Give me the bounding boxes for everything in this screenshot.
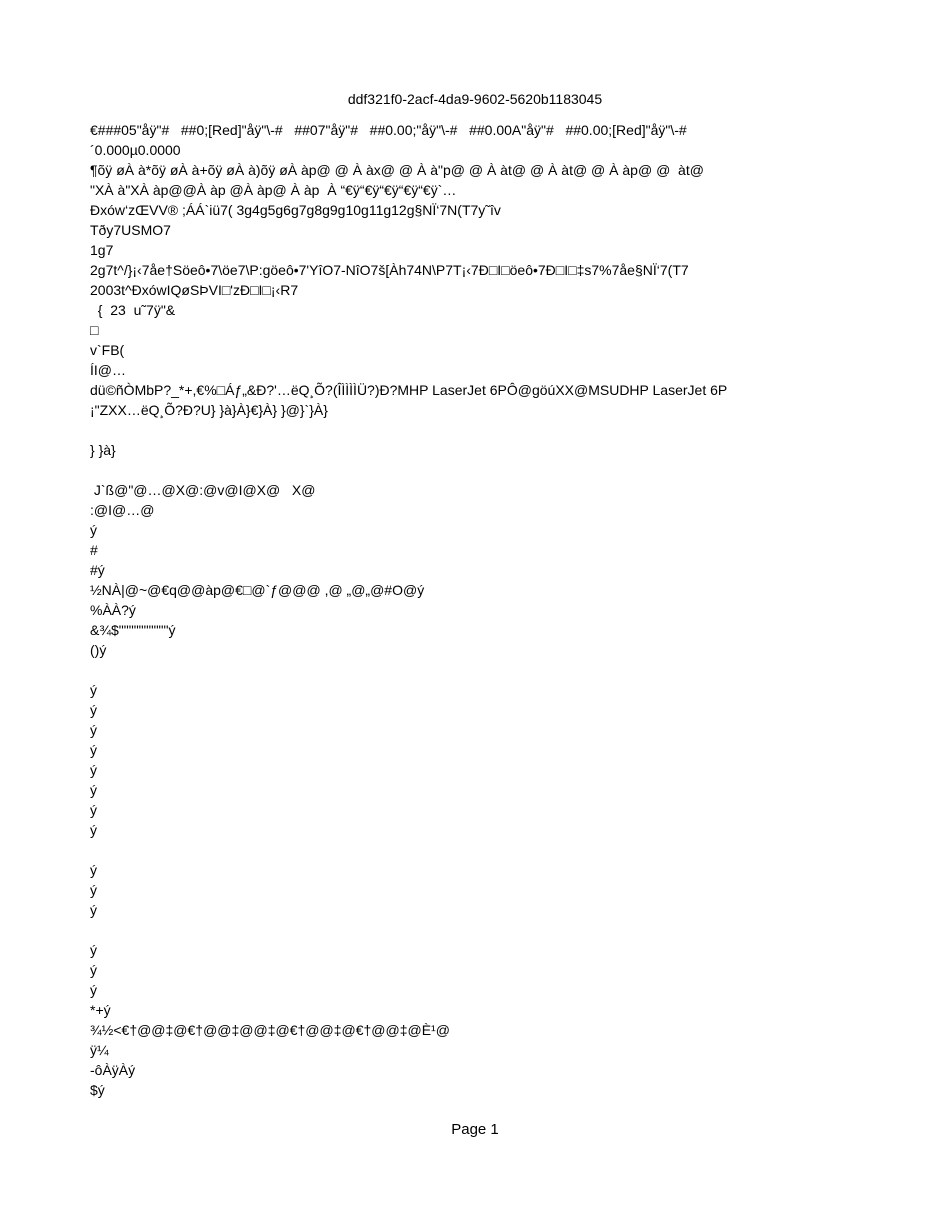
text-line: J`ß@"@…@X@:@v@I@X@ X@ [90,482,316,498]
page-header: ddf321f0-2acf-4da9-9602-5620b1183045 [347,91,603,107]
text-line: #ý [90,562,105,578]
text-line: ý [90,722,97,738]
text-line: ý [90,782,97,798]
text-line: ý [90,862,97,878]
text-line: ý [90,702,97,718]
text-line: $ý [90,1082,105,1098]
text-line: ý [90,882,97,898]
text-line: Ðxów‘zŒVV® ;ÁÁ`iü7( 3g4g5g6g7g8g9g10g11g12g§NÏ‘7N(T7y˜îv [90,202,501,218]
text-line [90,420,772,440]
text-line: %ÀÀ?ý [90,602,136,618]
text-line: ý [90,522,97,538]
text-line: ÿ¼ [90,1042,109,1058]
text-line: ÍI@… [90,362,126,378]
text-line: 2g7t^/}¡‹7åe†Söeô•7\öe7\P:göeô•7'YîO7-NîO7š[Àh74N\P7T¡‹7Ð□I□öeô•7Ð□I□‡s7%7åe§NÏ‘7(T7 [90,262,689,278]
text-line: ý [90,902,97,918]
text-line: ý [90,942,97,958]
text-line: ¶õÿ øÀ à*õÿ øÀ à+õÿ øÀ à)õÿ øÀ àp@ @ À àx@ @ À à"p@ @ À àt@ @ À àt@ @ À àp@ @ àt@ [90,162,704,178]
text-line: Tðy7USMO7 [90,222,171,238]
text-line: ¾½<€†@@‡@€†@@‡@@‡@€†@@‡@€†@@‡@È¹@ [90,1022,450,1038]
text-line: ý [90,802,97,818]
text-line: 1g7 [90,242,114,258]
text-line [90,460,772,480]
text-line [90,920,772,940]
text-line: ´0.000µ0.0000 [90,142,181,158]
text-line: □ [90,322,99,338]
page-footer: Page 1 [451,1121,499,1138]
text-line: ()ý [90,642,107,658]
text-line: { 23 u˜7ÿ"& [90,302,176,318]
text-line: ý [90,762,97,778]
text-line: v`FB( [90,342,125,358]
text-line: ý [90,982,97,998]
text-line: dü©ñÒMbP?_*+,€%□Áƒ„&Ð?'…ëQ¸Õ?(ÎÌÌÌÌÜ?)Ð?MHP LaserJet 6PÔ@göúXX@MSUDHP LaserJet 6P [90,382,728,398]
text-line: ý [90,822,97,838]
text-line: } }à} [90,442,116,458]
document-body [90,120,772,1100]
text-line [90,840,772,860]
text-line [90,660,772,680]
text-line: "XÀ à"XÀ àp@@À àp @À àp@ À àp À “€ÿ“€ÿ“€ÿ“€ÿ“€ÿ`… [90,182,457,198]
text-line: ¡"ZXX…ëQ¸Õ?Ð?U} }à}À}€}À} }@}`}À} [90,402,328,418]
text-line: :@I@…@ [90,502,155,518]
text-line: €###05"åÿ"# ##0;[Red]"åÿ"\-# ##07"åÿ"# ##0.00;"åÿ"\-# ##0.00A"åÿ"# ##0.00;[Red]"åÿ"\-# [90,122,687,138]
text-line: ý [90,682,97,698]
text-line: &¾$""""""""""ý [90,622,176,638]
text-line: ý [90,742,97,758]
text-line: 2003t^ÐxówIQøSÞVI□'zÐ□I□¡‹R7 [90,282,299,298]
text-line: ý [90,962,97,978]
text-line: *+ý [90,1002,111,1018]
text-line: ½NÀ|@~@€q@@àp@€□@`ƒ@@@ ,@ „@„@#O@ý [90,582,425,598]
text-line: # [90,542,98,558]
text-line: -ôÀÿÀý [90,1062,136,1078]
